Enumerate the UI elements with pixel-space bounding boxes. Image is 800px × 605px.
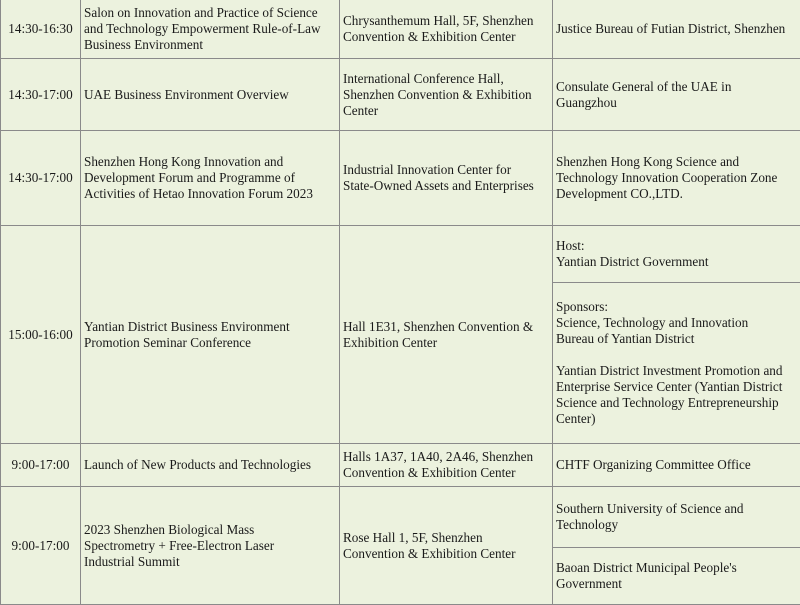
venue-cell: Industrial Innovation Center for State-Owned Assets and Enterprises: [340, 131, 553, 226]
organizer-cell: CHTF Organizing Committee Office: [553, 444, 800, 487]
venue-cell: International Conference Hall, Shenzhen Convention & Exhibition Center: [340, 59, 553, 131]
event-cell: Salon on Innovation and Practice of Science and Technology Empowerment Rule-of-Law Business Environment: [81, 0, 340, 59]
organizer-cell: Consulate General of the UAE in Guangzhou: [553, 59, 800, 131]
event-cell: Yantian District Business Environment Promotion Seminar Conference: [81, 226, 340, 444]
time-cell: 9:00-17:00: [1, 444, 81, 487]
event-cell: Launch of New Products and Technologies: [81, 444, 340, 487]
event-cell: 2023 Shenzhen Biological Mass Spectrometry + Free-Electron Laser Industrial Summit: [81, 487, 340, 605]
table-row: [1, 487, 800, 548]
time-cell: 14:30-17:00: [1, 59, 81, 131]
organizer-cell: Baoan District Municipal People's Government: [553, 548, 800, 605]
table-row: [1, 226, 800, 283]
event-cell: UAE Business Environment Overview: [81, 59, 340, 131]
venue-cell: Hall 1E31, Shenzhen Convention & Exhibition Center: [340, 226, 553, 444]
venue-cell: Rose Hall 1, 5F, Shenzhen Convention & Exhibition Center: [340, 487, 553, 605]
event-cell: Shenzhen Hong Kong Innovation and Development Forum and Programme of Activities of Hetao Innovation Forum 2023: [81, 131, 340, 226]
table-row: [1, 59, 800, 131]
organizer-cell: Shenzhen Hong Kong Science and Technology Innovation Cooperation Zone Development CO.,LTD.: [553, 131, 800, 226]
venue-cell: Chrysanthemum Hall, 5F, Shenzhen Convention & Exhibition Center: [340, 0, 553, 59]
table-row: [1, 0, 800, 59]
time-cell: 15:00-16:00: [1, 226, 81, 444]
organizer-cell: Southern University of Science and Technology: [553, 487, 800, 548]
time-cell: 9:00-17:00: [1, 487, 81, 605]
organizer-cell: Justice Bureau of Futian District, Shenzhen: [553, 0, 800, 59]
host-cell: Host: Yantian District Government: [553, 226, 800, 283]
time-cell: 14:30-16:30: [1, 0, 81, 59]
table-row: [1, 444, 800, 487]
sponsors-cell: Sponsors: Science, Technology and Innovation Bureau of Yantian District Yantian District Investment Promotion and Enterprise Service Center (Yantian District Science and Technology Entrepreneurship Center): [553, 283, 800, 444]
time-cell: 14:30-17:00: [1, 131, 81, 226]
table-row: [1, 131, 800, 226]
venue-cell: Halls 1A37, 1A40, 2A46, Shenzhen Convention & Exhibition Center: [340, 444, 553, 487]
